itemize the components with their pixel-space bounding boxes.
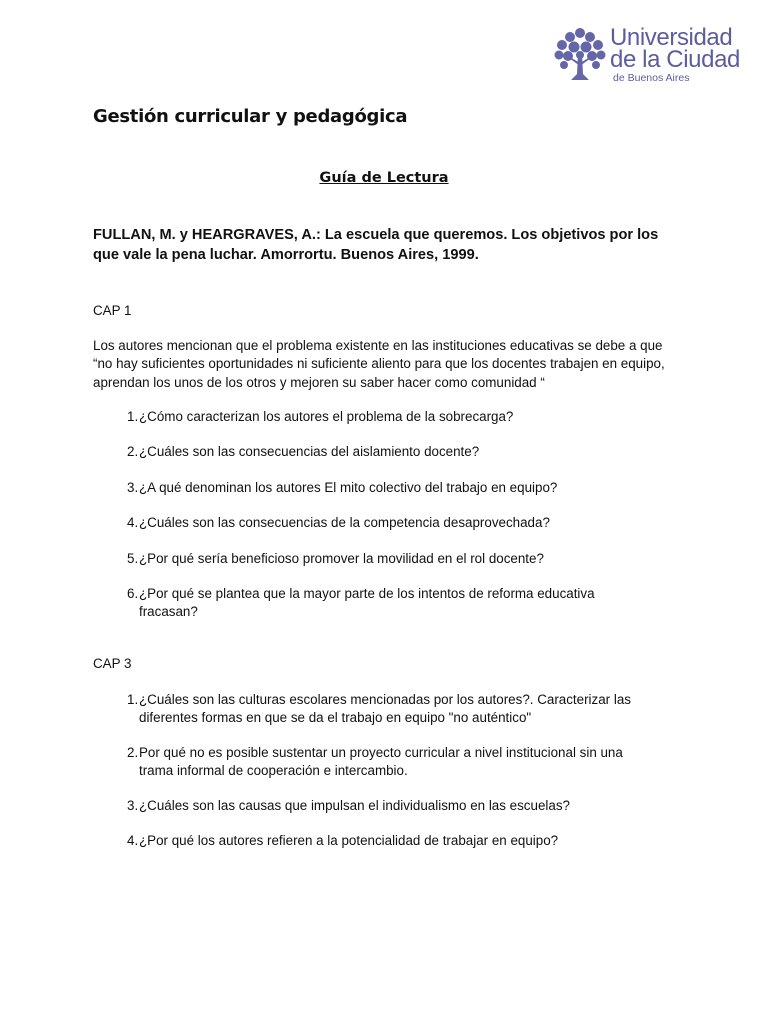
question-text: ¿Por qué los autores refieren a la potencialidad de trabajar en equipo? xyxy=(139,833,559,848)
subject-title: Gestión curricular y pedagógica xyxy=(93,106,408,127)
question-number: 1. xyxy=(127,692,139,707)
university-logo xyxy=(553,24,738,84)
question-item xyxy=(93,797,653,815)
tree-logo-icon xyxy=(553,24,607,82)
question-item xyxy=(93,408,653,426)
logo-text-line3: de Buenos Aires xyxy=(613,72,690,84)
question-item xyxy=(93,514,653,532)
question-item xyxy=(93,832,653,850)
question-number: 2. xyxy=(127,745,139,760)
logo-text-line1: Universidad xyxy=(610,24,733,51)
guide-title: Guía de Lectura xyxy=(319,170,449,186)
question-item xyxy=(93,443,653,461)
question-text: ¿Cuáles son las consecuencias de la competencia desaprovechada? xyxy=(139,515,550,530)
question-item xyxy=(93,744,653,781)
question-text: Por qué no es posible sustentar un proyecto curricular a nivel institucional sin una trama informal de cooperación e intercambio. xyxy=(139,745,623,779)
chapter-1-label: CAP 1 xyxy=(93,303,132,318)
question-text: ¿Cómo caracterizan los autores el problema de la sobrecarga? xyxy=(139,409,514,424)
question-number: 5. xyxy=(127,551,139,566)
question-number: 4. xyxy=(127,833,139,848)
question-number: 6. xyxy=(127,586,139,601)
question-number: 1. xyxy=(127,409,139,424)
logo-text-line2: de la Ciudad xyxy=(610,46,740,73)
question-item xyxy=(93,585,653,622)
question-text: ¿Cuáles son las consecuencias del aislamiento docente? xyxy=(139,444,480,459)
question-text: ¿Por qué se plantea que la mayor parte de los intentos de reforma educativa fracasan? xyxy=(139,586,595,620)
bibliographic-reference: FULLAN, M. y HEARGRAVES, A.: La escuela que queremos. Los objetivos por los que vale la pena luchar. Amorrortu. Buenos Aires, 1999. xyxy=(93,227,659,263)
question-text: ¿Por qué sería beneficioso promover la movilidad en el rol docente? xyxy=(139,551,544,566)
question-number: 3. xyxy=(127,480,139,495)
question-text: ¿A qué denominan los autores El mito colectivo del trabajo en equipo? xyxy=(139,480,558,495)
question-item xyxy=(93,691,653,728)
question-item xyxy=(93,479,653,497)
question-number: 3. xyxy=(127,798,139,813)
chapter-1-intro: Los autores mencionan que el problema existente en las instituciones educativas se debe a que “no hay suficientes oportunidades ni suficiente aliento para que los docentes trabajen en equipo, aprendan los unos de los otros y mejoren su saber hacer como comunidad “ xyxy=(93,338,665,390)
question-item xyxy=(93,550,653,568)
question-text: ¿Cuáles son las causas que impulsan el individualismo en las escuelas? xyxy=(139,798,570,813)
question-number: 2. xyxy=(127,444,139,459)
question-text: ¿Cuáles son las culturas escolares mencionadas por los autores?. Caracterizar las diferentes formas en que se da el trabajo en equipo "no auténtico" xyxy=(139,692,631,726)
chapter-3-label: CAP 3 xyxy=(93,656,132,671)
question-number: 4. xyxy=(127,515,139,530)
